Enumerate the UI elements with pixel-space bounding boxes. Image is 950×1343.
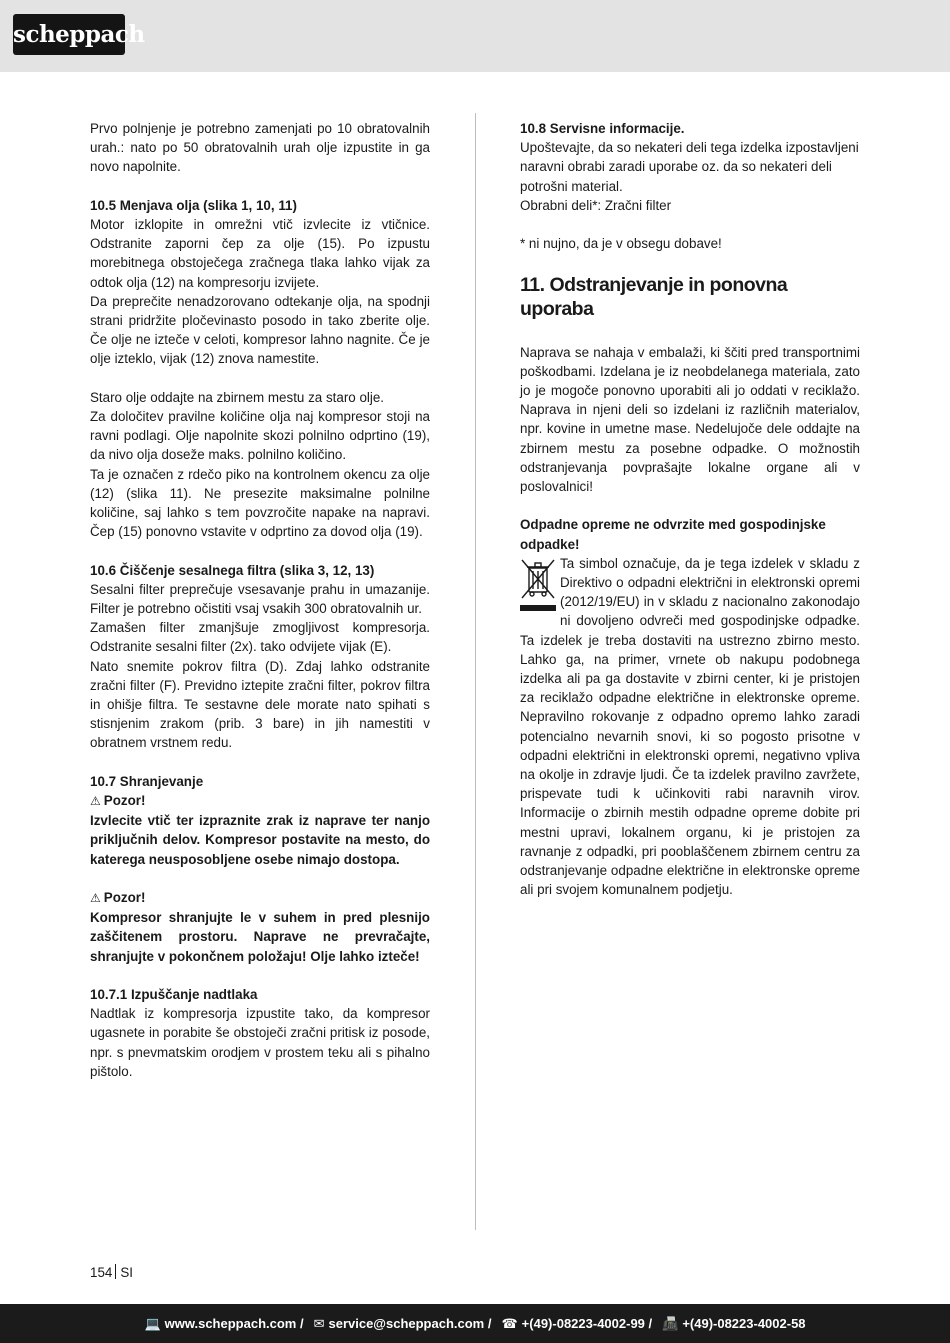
- paragraph: Sesalni filter preprečuje vsesavanje prahu in umazanije. Filter je potrebno očistiti vsaj vsakih 300 obratovalnih ur.: [90, 581, 430, 617]
- warning-label: ⚠ Pozor!: [90, 890, 146, 906]
- footer-email-link[interactable]: service@scheppach.com /: [328, 1316, 492, 1331]
- section-heading: 10.6 Čiščenje sesalnega filtra (slika 3, 12, 13): [90, 562, 375, 578]
- section-10-7: [90, 772, 430, 869]
- footer-phone: +(49)-08223-4002-99 /: [521, 1316, 653, 1331]
- section-heading: 10.8 Servisne informacije.: [520, 121, 685, 136]
- warning-triangle-icon: ⚠: [90, 891, 101, 906]
- left-column: [90, 119, 430, 1100]
- warning-block-2: [90, 888, 430, 966]
- warning-triangle-icon: ⚠: [90, 794, 101, 809]
- footer-fax: +(49)-08223-4002-58: [682, 1316, 806, 1331]
- mail-icon: ✉: [313, 1315, 325, 1331]
- crossed-bin-icon: [520, 556, 556, 614]
- section-10-7-1: [90, 985, 430, 1081]
- paragraph: Motor izklopite in omrežni vtič izvlecite iz vtičnice. Odstranite zaporni čep za olje (15). Po izpustu morebitnega obstoječega zračnega tlaka lahko vijak za odtok olja (12) na kompresorju izvijete.: [90, 217, 430, 290]
- weee-section: [520, 515, 860, 899]
- paragraph: Staro olje oddajte na zbirnem mestu za staro olje.: [90, 389, 385, 405]
- warning-text: Kompresor shranjujte le v suhem in pred plesnijo zaščitenem prostoru. Naprave ne prevračajte, shranjujte v pokončnem položaju! Olje lahko izteče!: [90, 910, 430, 964]
- column-divider: [475, 113, 476, 1230]
- right-column: [520, 119, 860, 919]
- section-title-11: 11. Odstranjevanje in ponovna uporaba: [520, 273, 788, 320]
- brand-logo: scheppach: [13, 14, 125, 55]
- section-10-5-cont: [90, 388, 430, 542]
- footer-web-link[interactable]: www.scheppach.com /: [164, 1316, 304, 1331]
- intro-paragraph: Prvo polnjenje je potrebno zamenjati po 10 obratovalnih urah.: nato po 50 obratovalnih urah olje izpustite in ga novo napolnite.: [90, 121, 430, 175]
- section-heading: 10.5 Menjava olja (slika 1, 10, 11): [90, 197, 297, 213]
- phone-icon: ☎: [501, 1315, 518, 1331]
- weee-text: Ta simbol označuje, da je tega izdelek v skladu z Direktivo o odpadni električni in elektronski opremi (2012/19/EU) in v skladu z nacionalno zakonodajo ni dovoljeno odvreči med gospodinjske odpadke. Ta izdelek je treba dostaviti na ustrezno zbirno mesto. Lahko ga, na primer, vrnete ob nakupu podobnega izdelka ali pa ga dostavite v zbirni center, ki je pristojen za reciklažo odpadne električne in elektronske opreme. Nepravilno rokovanje z odpadno opremo lahko zaradi potencialno nevarnih snovi, ki so pogosto prisotne v odpadni električni in elektronski opremi, negativno vpliva na okolje in zdravje ljudi. Če ta izdelek pravilno zavržete, prispevate tudi k učinkoviti rabi naravnih virov. Informacije o zbirnih mestih odpadne opreme dobite pri mestni upravi, lokalnem organu, ki je pristojen za ravnanje z odpadki, pri pooblaščenem zbirnem centru za odstranjevanje odpadne električne in elektronske opreme ali pri svojem komunalnem podjetju.: [520, 555, 860, 898]
- paragraph: Naprava se nahaja v embalaži, ki ščiti pred transportnimi poškodbami. Izdelana je iz neobdelanega materiala, zato jo je mogoče ponovno uporabiti ali jo oddati v reciklažo. Naprava in njeni deli so izdelani iz različnih materialov, npr. kovine in umetne mase. Nedelujoče dele oddajte na zbirnem mestu za posebne odpadke. O možnostih odstranjevanja povprašajte lokalne organe ali v poslovalnici!: [520, 344, 860, 495]
- page-number: 154 SI: [90, 1265, 133, 1280]
- section-heading: 10.7.1 Izpuščanje nadtlaka: [90, 987, 258, 1003]
- header-band: [0, 0, 950, 72]
- paragraph: Upoštevajte, da so nekateri deli tega izdelka izpostavljeni naravni obrabi zaradi uporabe oz. da so nekateri deli potrošni material.: [520, 140, 859, 194]
- section-10-5: [90, 196, 430, 369]
- warning-label: ⚠ Pozor!: [90, 793, 146, 809]
- footer-bar: [0, 1304, 950, 1343]
- section-heading: 10.7 Shranjevanje: [90, 773, 204, 789]
- paragraph: Da preprečite nenadzorovano odtekanje olja, na spodnji strani pridržite pločevinasto posodo in tako zberite olje. Če olje ne izteče v celoti, kompresor lahno nagnite. Če je olje izteklo, vijak (12) znova namestite.: [90, 293, 430, 367]
- paragraph: Zamašen filter zmanjšuje zmogljivost kompresorja. Odstranite sesalni filter (2x). tako odvijete vijak (E).: [90, 620, 430, 655]
- paragraph: Obrabni deli*: Zračni filter: [520, 197, 672, 213]
- section-10-6: [90, 561, 430, 753]
- warning-text: Izvlecite vtič ter izpraznite zrak iz naprave ter nanjo priključnih delov. Kompresor postavite na mesto, do katerega neusposobljene osebe nimajo dostopa.: [90, 813, 430, 867]
- paragraph: Nato snemite pokrov filtra (D). Zdaj lahko odstranite zračni filter (F). Previdno iztepite zračni filter, pokrov filtra in ohišje filtra. Te sestavne dele morate nato spihati s stisnjenim zrakom (prib. 3 bare) in jih namestiti v obratnem vrstnem redu.: [90, 658, 430, 751]
- weee-heading: Odpadne opreme ne odvrzite med gospodinjske odpadke!: [520, 517, 826, 552]
- paragraph: Ta je označen z rdečo piko na kontrolnem okencu za olje (12) (slika 11). Ne presezite maksimalne polnilne količine, saj lahko s tem povzročite napake na napravi. Čep (15) ponovno vstavite v odprtino za dovod olja (19).: [90, 466, 430, 540]
- footnote: * ni nujno, da je v obsegu dobave!: [520, 236, 722, 252]
- paragraph: Nadtlak iz kompresorja izpustite tako, da kompresor ugasnete in porabite še obstoječi zračni pritisk iz posode, npr. s pnevmatskim orodjem v prostem teku ali s pihalno pištolo.: [90, 1006, 430, 1079]
- paragraph: Za določitev pravilne količine olja naj kompresor stoji na ravni podlagi. Olje napolnite skozi polnilno odprtino (19), da nivo olja doseže maks. polnilno količino.: [90, 409, 430, 463]
- computer-icon: 💻: [144, 1315, 161, 1331]
- fax-icon: 📠: [662, 1315, 679, 1331]
- section-10-8: [520, 119, 860, 215]
